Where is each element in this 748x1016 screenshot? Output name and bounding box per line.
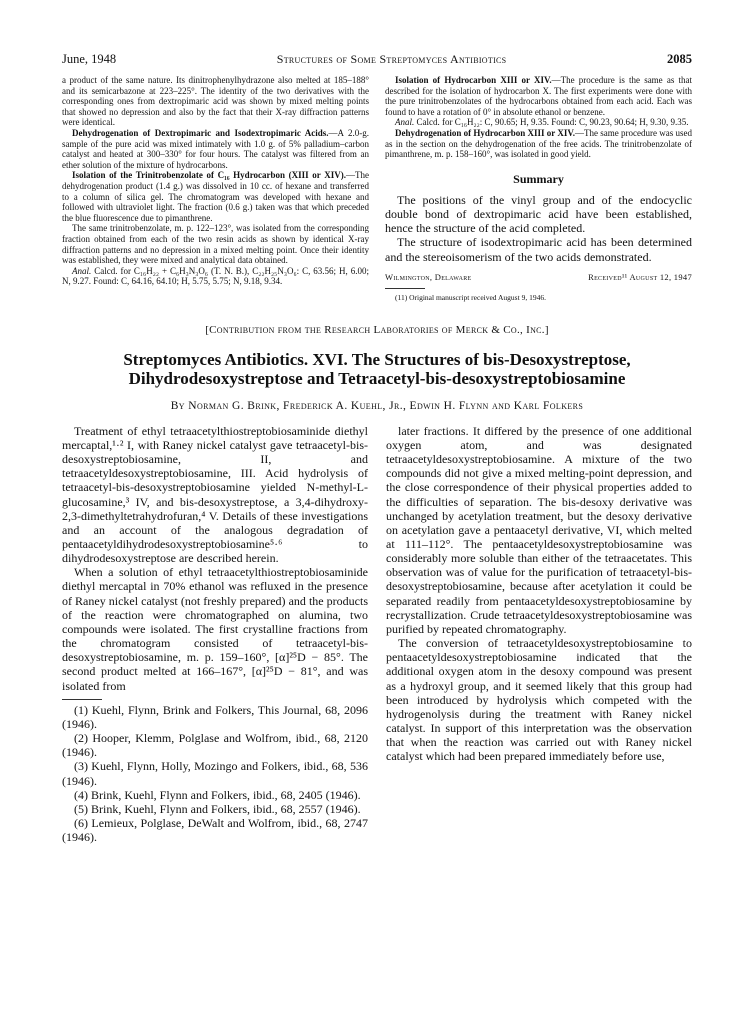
paragraph: later fractions. It differed by the presence of one additional oxygen atom, and was designated tetraacetyldesoxystreptobiosamine. A mixture of the two compounds did not give a mixed melting-point depression, and the close correspondence of their physical properties added to the difficulties of separation. The bis-desoxy derivative was unchanged by acetylation treatment, but the desoxy derivative on acetylation gave a pentaacetyl derivative, VI, which melted at 111–112°. The pentaacetyldesoxystreptobiosamine was considerably more soluble than either of the tetraacetates. This observation was of value for the purification of tetraacetyl-bis-desoxystreptobiosamine, because after acetylation it could be separated readily from pentaacetyldesoxystreptobiosamine by recrystallization. Crude tetraacetyldesoxystreptobiosamine was purified by repeated chromatography. (386, 423, 692, 636)
footnote-rule (385, 288, 425, 289)
running-head (62, 52, 692, 67)
footnotes (62, 703, 368, 845)
article-body (62, 424, 692, 845)
header-title: Structures of Some Streptomyces Antibiotics (276, 52, 507, 66)
footnote: (5) Brink, Kuehl, Flynn and Folkers, ibid., 68, 2557 (1946). (74, 801, 361, 816)
received-date: Received¹¹ August 12, 1947 (588, 271, 692, 282)
paragraph: The conversion of tetraacetyldesoxystreptobiosamine to pentaacetyldesoxystreptobiosamine indicated that the additional oxygen atom in the desoxy compound was present as a hydroxyl group, and it seemed likely that this group had been introduced by hydrolysis which competed with the hydrogenolysis during the treatment with Raney nickel catalyst. In support of this interpretation was the observation that when the reaction was carried out with Raney nickel catalyst which had been prepared immediately before use, (386, 636, 692, 764)
paragraph: Anal. Calcd. for C₁₆H₂₂ + C₆H₃N₃O₆ (T. N. B.), C₂₂H₂₅N₃O₆: C, 63.56; H, 6.00; N, 9.27. Found: C, 64.16, 64.10; H, 5.75, 5.75; N, 9.18, 9.34. (62, 265, 369, 287)
paragraph: Dehydrogenation of Hydrocarbon XIII or XIV.—The same procedure was used as in the section on the dehydrogenation of the free acids. The trinitrobenzolate of pimanthrene, m. p. 158–160°, was isolated in good yield. (385, 127, 692, 160)
footnote: (3) Kuehl, Flynn, Holly, Mozingo and Folkers, ibid., 68, 536 (1946). (62, 759, 368, 788)
place: Wilmington, Delaware (385, 271, 472, 282)
header-date: June, 1948 (62, 52, 117, 66)
article-title: Streptomyces Antibiotics. XVI. The Structures of bis-Desoxystreptose, Dihydrodesoxystreptose and Tetraacetyl-bis-desoxystreptobiosamine (123, 349, 631, 388)
footnote: (4) Brink, Kuehl, Flynn and Folkers, ibid., 68, 2405 (1946). (74, 787, 361, 802)
byline: By Norman G. Brink, Frederick A. Kuehl, Jr., Edwin H. Flynn and Karl Folkers (170, 399, 584, 412)
paragraph: The positions of the vinyl group and of the endocyclic double bond of dextropimaric acid have been established, hence the structure of the acid completed. (385, 192, 692, 236)
top-left-column (62, 75, 369, 302)
summary-heading: Summary (513, 171, 564, 186)
footnote: (2) Hooper, Klemm, Polglase and Wolfrom, ibid., 68, 2120 (1946). (62, 731, 368, 760)
body-right-column (386, 424, 692, 845)
contribution-line: [Contribution from the Research Laboratories of Merck & Co., Inc.] (205, 323, 549, 336)
section-heading: Dehydrogenation of Dextropimaric and Isodextropimaric Acids. (72, 127, 329, 138)
footnote: (1) Kuehl, Flynn, Brink and Folkers, This Journal, 68, 2096 (1946). (62, 702, 368, 731)
paragraph: Isolation of Hydrocarbon XIII or XIV.—The procedure is the same as that described for the isolation of hydrocarbon X. The first experiments were done with the pure trinitrobenzolates of the hydrocarbons obtained from each acid. Each was found to have a rotation of 0° in absolute ethanol or benzene. (385, 75, 692, 117)
signature-line (385, 272, 692, 282)
section-heading: Dehydrogenation of Hydrocarbon XIII or XIV. (395, 127, 575, 138)
paragraph: Treatment of ethyl tetraacetylthiostreptobiosaminide diethyl mercaptal,¹·² I, with Raney nickel catalyst gave tetraacetyl-bis-desoxystreptobiosamine, II, and tetraacetyldesoxystreptobiosamine, III. Acid hydrolysis of tetraacetyl-bis-desoxystreptobiosamine yielded N-methyl-L-glucosamine,³ IV, and bis-desoxystreptose, a 3,4-dihydroxy-2,3-dimethyltetrahydrofuran,⁴ V. Details of these investigations and an account of the analogous degradation of pentaacetyldihydrodesoxystreptobiosamine⁵·⁶ to dihydrodesoxystreptose are described herein. (62, 423, 368, 566)
paragraph: When a solution of ethyl tetraacetylthiostreptobiosaminide diethyl mercaptal in 70% ethanol was refluxed in the presence of Raney nickel catalyst (not freshly prepared) and the products of the reaction were chromatographed on alumina, two compounds were isolated. The first crystalline fractions from the chromatogram consisted of tetraacetyl-bis-desoxystreptobiosamine, m. p. 159–160°, [α]²⁵D − 85°. The second product melted at 166–167°, [α]²⁵D − 81°, and was isolated from (62, 565, 368, 693)
footnote: (11) Original manuscript received August 9, 1946. (395, 292, 546, 302)
paragraph: Anal. Calcd. for C₁₆H₂₂: C, 90.65; H, 9.35. Found: C, 90.23, 90.64; H, 9.30, 9.35. (395, 117, 689, 128)
summary (385, 193, 692, 264)
body-left-column (62, 424, 368, 845)
paragraph: The same trinitrobenzolate, m. p. 122–123°, was isolated from the corresponding fraction obtained from each of the two resin acids as shown by identical X-ray diffraction patterns and no depression in a mixed melting point. Once their identity was established, they were mixed and analytical data obtained. (62, 223, 369, 266)
footnote: (6) Lemieux, Polglase, DeWalt and Wolfrom, ibid., 68, 2747 (1946). (62, 815, 368, 845)
footnote-rule (62, 699, 102, 700)
paragraph: a product of the same nature. Its dinitrophenylhydrazone also melted at 185–188° and its semicarbazone at 223–225°. The identity of the two derivatives with the corresponding ones from dextropimaric acid was shown by mixed melting points that showed no depression and also by the fact that their X-ray diffraction patterns were identical. (62, 75, 369, 128)
page-number: 2085 (666, 52, 692, 66)
previous-article-end (62, 75, 692, 302)
section-heading: Isolation of Hydrocarbon XIII or XIV. (395, 75, 552, 85)
paragraph: Dehydrogenation of Dextropimaric and Isodextropimaric Acids.—A 2.0-g. sample of the pure acid was mixed intimately with 1.0 g. of 5% palladium–carbon catalyst and heated at 300–330° for four hours. The catalyst was filtered from an ether solution of the mixture of hydrocarbons. (62, 127, 370, 170)
top-right-column (385, 75, 692, 302)
section-heading: Isolation of the Trinitrobenzolate of C₁₆ Hydrocarbon (XIII or XIV). (72, 170, 346, 181)
paragraph: Isolation of the Trinitrobenzolate of C₁₆ Hydrocarbon (XIII or XIV).—The dehydrogenation product (1.4 g.) was dissolved in 10 cc. of hexane and transferred to a column of silica gel. The chromatogram was developed with hexane and followed with ultraviolet light. The fraction (0.6 g.) taken was that which preceded the blue fluorescence due to pimanthrene. (62, 170, 369, 223)
paragraph: The structure of isodextropimaric acid has been determined and the stereoisomerism of the two acids demonstrated. (385, 235, 692, 264)
